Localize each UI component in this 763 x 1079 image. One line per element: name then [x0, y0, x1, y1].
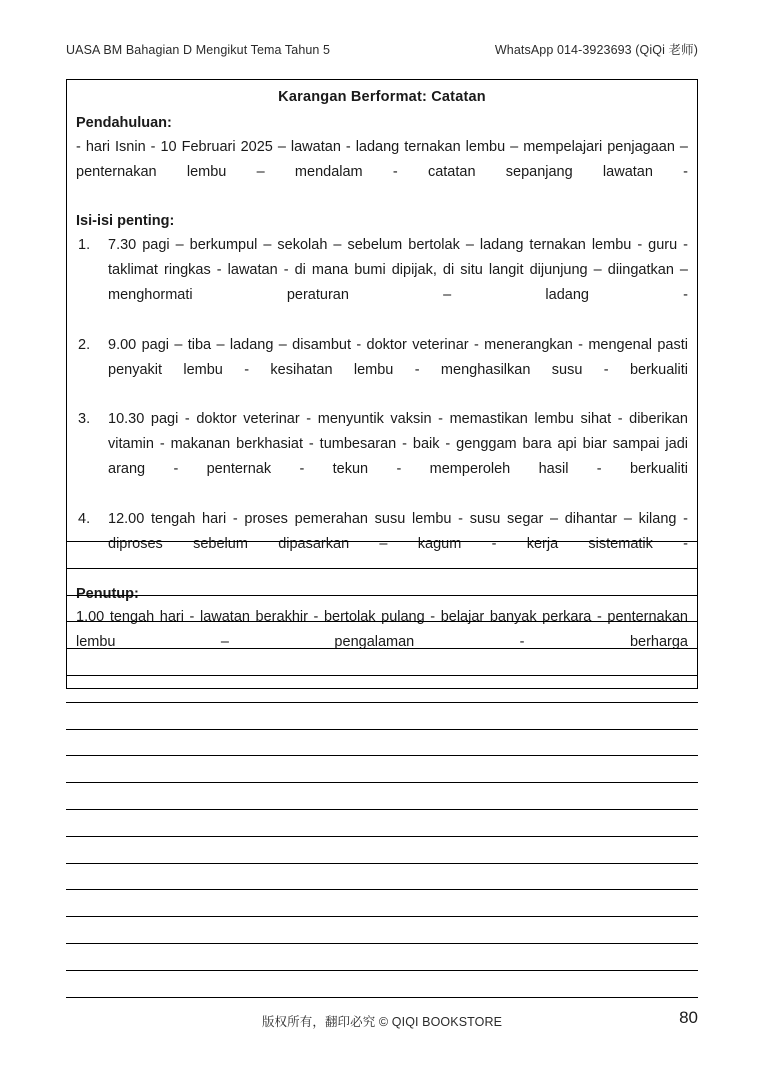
list-item-text: 10.30 pagi - doktor veterinar - menyuntik vaksin - memastikan lembu sihat - diberikan vitamin - makanan berkhasiat - tumbesaran - baik - genggam bara api biar sampai jadi arang - penternak - tekun - memperoleh hasil - berkualiti	[108, 411, 688, 478]
list-item	[76, 333, 688, 408]
writing-line	[66, 595, 698, 596]
list-item-text: 9.00 pagi – tiba – ladang – disambut - doktor veterinar - menerangkan - mengenal pasti penyakit lembu - kesihatan lembu - menghasilkan susu - berkualiti	[108, 336, 688, 378]
writing-line	[66, 621, 698, 622]
writing-line	[66, 568, 698, 569]
paragraph-pendahuluan-text: - hari Isnin - 10 Februari 2025 – lawatan - ladang ternakan lembu – mempelajari penjagaan – penternakan lembu – mendalam - catatan sepanjang lawatan -	[76, 138, 688, 180]
writing-line	[66, 916, 698, 917]
writing-line	[66, 755, 698, 756]
list-item	[76, 407, 688, 507]
list-item-number: 3.	[78, 411, 91, 428]
list-item-number: 4.	[78, 511, 91, 528]
writing-line	[66, 648, 698, 649]
writing-line	[66, 809, 698, 810]
list-item-number: 1.	[78, 236, 91, 253]
page-footer	[66, 1008, 698, 1030]
section-label-isi-penting: Isi-isi penting:	[76, 213, 175, 230]
header-title-left: UASA BM Bahagian D Mengikut Tema Tahun 5	[66, 43, 331, 57]
section-label-penutup: Penutup:	[76, 586, 139, 602]
paragraph-penutup-text: 1.00 tengah hari - lawatan berakhir - bertolak pulang - belajar banyak perkara - penternakan lembu – pengalaman - berharga	[76, 609, 688, 651]
page-header	[66, 40, 698, 58]
note-box-title: Karangan Berformat: Catatan	[278, 89, 486, 105]
writing-line	[66, 782, 698, 783]
page-number: 80	[679, 1008, 698, 1027]
writing-lines-area	[66, 541, 698, 1023]
list-item-number: 2.	[78, 336, 91, 353]
writing-line	[66, 943, 698, 944]
writing-line	[66, 863, 698, 864]
paragraph-pendahuluan	[76, 135, 688, 210]
isi-penting-list	[76, 233, 688, 582]
list-item	[76, 233, 688, 333]
writing-line	[66, 729, 698, 730]
section-label-pendahuluan: Pendahuluan:	[76, 115, 172, 132]
list-item-text: 7.30 pagi – berkumpul – sekolah – sebelum bertolak – ladang ternakan lembu - guru - taklimat ringkas - lawatan - di mana bumi dipijak, di situ langit dijunjung – diingatkan – menghormati peraturan – ladang -	[108, 236, 688, 303]
writing-line	[66, 970, 698, 971]
header-contact-right: WhatsApp 014-3923693 (QiQi 老师)	[494, 43, 698, 57]
writing-line	[66, 836, 698, 837]
writing-line	[66, 997, 698, 998]
writing-line	[66, 541, 698, 542]
writing-line	[66, 702, 698, 703]
list-item-text: 12.00 tengah hari - proses pemerahan susu lembu - susu segar – dihantar – kilang - diproses sebelum dipasarkan – kagum - kerja sistematik -	[108, 511, 688, 553]
writing-line	[66, 889, 698, 890]
writing-line	[66, 675, 698, 676]
footer-copyright: 版权所有，翻印必究 © QIQI BOOKSTORE	[261, 1015, 503, 1029]
